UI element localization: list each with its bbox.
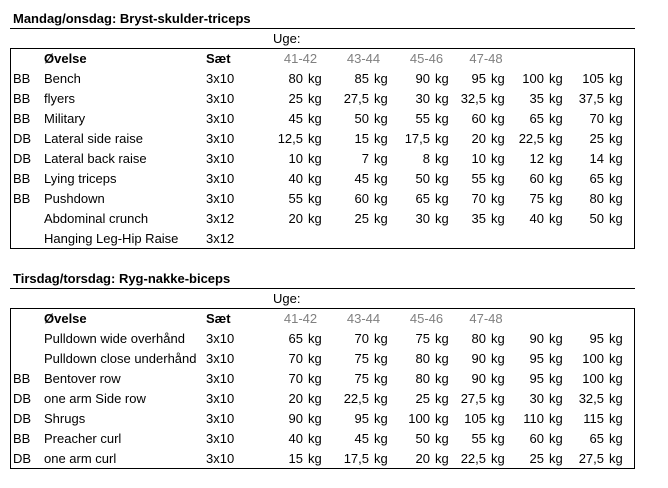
sets-cell[interactable]: 3x10 (204, 189, 271, 209)
weight-unit-cell: kg (488, 149, 516, 169)
weight-unit-cell (371, 229, 397, 249)
sets-cell[interactable]: 3x12 (204, 229, 271, 249)
weight-value-cell[interactable]: 32,5 (457, 89, 488, 109)
weight-unit-cell: kg (488, 89, 516, 109)
weight-unit-cell: kg (606, 369, 635, 389)
equipment-cell[interactable] (11, 329, 42, 349)
weight-unit-cell: kg (432, 209, 457, 229)
section-title: Mandag/onsdag: Bryst-skulder-triceps (11, 9, 635, 29)
weight-value-cell[interactable]: 17,5 (397, 129, 432, 149)
weight-value-cell[interactable]: 75 (331, 349, 371, 369)
weight-value-cell[interactable]: 105 (573, 69, 606, 89)
weight-value-cell[interactable]: 12,5 (271, 129, 305, 149)
weight-value-cell[interactable]: 85 (331, 69, 371, 89)
sets-cell[interactable]: 3x10 (204, 149, 271, 169)
equipment-cell[interactable]: DB (11, 129, 42, 149)
weight-unit-cell: kg (371, 389, 397, 409)
weight-value-cell[interactable]: 25 (397, 389, 432, 409)
weight-unit-cell: kg (305, 109, 331, 129)
weight-unit-cell: kg (606, 129, 635, 149)
weight-value-cell[interactable]: 55 (397, 109, 432, 129)
exercise-name-cell[interactable]: Bench (42, 69, 204, 89)
weight-unit-cell: kg (305, 409, 331, 429)
equipment-cell[interactable]: DB (11, 449, 42, 469)
weight-unit-cell: kg (546, 149, 573, 169)
weight-value-cell[interactable]: 95 (516, 349, 546, 369)
weight-unit-cell: kg (371, 369, 397, 389)
table-row (11, 169, 635, 189)
week-header: 43-44 (331, 49, 397, 69)
weight-unit-cell: kg (488, 409, 516, 429)
table-row (11, 149, 635, 169)
weight-value-cell[interactable]: 65 (271, 329, 305, 349)
section-table (10, 268, 635, 469)
weight-value-cell[interactable]: 110 (516, 409, 546, 429)
table-row (11, 89, 635, 109)
weight-unit-cell: kg (432, 129, 457, 149)
week-header: 41-42 (271, 49, 331, 69)
weight-value-cell[interactable]: 80 (573, 189, 606, 209)
equipment-cell[interactable]: BB (11, 189, 42, 209)
weight-value-cell[interactable]: 20 (397, 449, 432, 469)
weight-value-cell[interactable]: 20 (271, 389, 305, 409)
weight-value-cell[interactable]: 22,5 (516, 129, 546, 149)
weight-value-cell[interactable]: 75 (397, 329, 432, 349)
weight-value-cell[interactable]: 25 (516, 449, 546, 469)
exercise-name-cell[interactable]: Hanging Leg-Hip Raise (42, 229, 204, 249)
weight-value-cell[interactable]: 65 (397, 189, 432, 209)
weight-unit-cell: kg (371, 189, 397, 209)
exercise-name-cell[interactable]: Lateral side raise (42, 129, 204, 149)
weight-unit-cell: kg (546, 129, 573, 149)
weight-unit-cell: kg (432, 329, 457, 349)
weight-value-cell[interactable]: 14 (573, 149, 606, 169)
week-header: 45-46 (397, 49, 457, 69)
weight-unit-cell: kg (371, 129, 397, 149)
weight-value-cell[interactable]: 45 (271, 109, 305, 129)
weight-value-cell[interactable]: 80 (457, 329, 488, 349)
weight-unit-cell: kg (371, 149, 397, 169)
weight-value-cell[interactable]: 55 (457, 169, 488, 189)
weight-unit-cell (606, 229, 635, 249)
sets-cell[interactable]: 3x10 (204, 89, 271, 109)
weight-unit-cell: kg (305, 89, 331, 109)
sets-cell[interactable]: 3x10 (204, 429, 271, 449)
weight-unit-cell: kg (432, 69, 457, 89)
weight-value-cell[interactable]: 100 (573, 369, 606, 389)
weight-value-cell[interactable]: 45 (331, 429, 371, 449)
weight-value-cell[interactable] (331, 229, 371, 249)
weight-value-cell[interactable]: 10 (271, 149, 305, 169)
equipment-cell[interactable]: BB (11, 169, 42, 189)
weight-value-cell[interactable]: 100 (397, 409, 432, 429)
weight-value-cell[interactable] (516, 229, 546, 249)
weight-unit-cell: kg (546, 209, 573, 229)
weight-unit-cell: kg (305, 189, 331, 209)
exercise-name-cell[interactable]: flyers (42, 89, 204, 109)
weight-value-cell[interactable]: 90 (457, 349, 488, 369)
weight-value-cell[interactable]: 75 (331, 369, 371, 389)
weight-value-cell[interactable]: 25 (331, 209, 371, 229)
column-header-exercise: Øvelse (42, 309, 204, 329)
sets-cell[interactable]: 3x10 (204, 329, 271, 349)
weight-unit-cell: kg (305, 149, 331, 169)
weight-value-cell[interactable]: 15 (271, 449, 305, 469)
weight-value-cell[interactable]: 25 (271, 89, 305, 109)
section-title: Tirsdag/torsdag: Ryg-nakke-biceps (11, 269, 635, 289)
week-header: 41-42 (271, 309, 331, 329)
weight-value-cell[interactable]: 115 (573, 409, 606, 429)
weight-value-cell[interactable]: 30 (516, 389, 546, 409)
table-row (11, 409, 635, 429)
weight-value-cell[interactable]: 95 (516, 369, 546, 389)
weight-unit-cell: kg (371, 69, 397, 89)
weight-value-cell[interactable]: 50 (573, 209, 606, 229)
sets-cell[interactable]: 3x10 (204, 389, 271, 409)
exercise-name-cell[interactable]: Military (42, 109, 204, 129)
weight-value-cell[interactable] (573, 229, 606, 249)
week-header (516, 309, 573, 329)
weight-unit-cell: kg (546, 169, 573, 189)
weight-unit-cell: kg (606, 349, 635, 369)
weight-value-cell[interactable] (457, 229, 488, 249)
weight-unit-cell: kg (371, 329, 397, 349)
weight-value-cell[interactable]: 50 (397, 429, 432, 449)
exercise-name-cell[interactable]: one arm curl (42, 449, 204, 469)
weight-value-cell[interactable]: 25 (573, 129, 606, 149)
table-row (11, 129, 635, 149)
table-row (11, 229, 635, 249)
equipment-cell[interactable] (11, 209, 42, 229)
sets-cell[interactable]: 3x10 (204, 109, 271, 129)
weight-value-cell[interactable]: 55 (457, 429, 488, 449)
weight-unit-cell: kg (488, 209, 516, 229)
weight-value-cell[interactable]: 40 (271, 429, 305, 449)
sets-cell[interactable]: 3x10 (204, 369, 271, 389)
weight-unit-cell: kg (546, 69, 573, 89)
weight-unit-cell: kg (546, 429, 573, 449)
weight-unit-cell: kg (606, 429, 635, 449)
weight-unit-cell: kg (488, 189, 516, 209)
weight-value-cell[interactable]: 50 (331, 109, 371, 129)
week-header: 43-44 (331, 309, 397, 329)
sets-cell[interactable]: 3x10 (204, 169, 271, 189)
weight-unit-cell: kg (305, 429, 331, 449)
weight-value-cell[interactable]: 80 (397, 349, 432, 369)
weight-value-cell[interactable]: 80 (397, 369, 432, 389)
equipment-cell[interactable]: BB (11, 69, 42, 89)
weight-unit-cell: kg (432, 449, 457, 469)
weight-value-cell[interactable]: 22,5 (331, 389, 371, 409)
weight-value-cell[interactable]: 70 (271, 349, 305, 369)
weight-unit-cell: kg (606, 209, 635, 229)
weight-value-cell[interactable]: 10 (457, 149, 488, 169)
weight-value-cell[interactable]: 35 (457, 209, 488, 229)
weight-value-cell[interactable]: 17,5 (331, 449, 371, 469)
weight-value-cell[interactable]: 40 (516, 209, 546, 229)
week-header: 47-48 (457, 309, 516, 329)
weight-value-cell[interactable]: 27,5 (331, 89, 371, 109)
equipment-cell[interactable]: BB (11, 429, 42, 449)
weight-unit-cell (488, 229, 516, 249)
weight-unit-cell: kg (606, 89, 635, 109)
weight-unit-cell: kg (546, 449, 573, 469)
weight-unit-cell: kg (488, 329, 516, 349)
weight-unit-cell: kg (305, 69, 331, 89)
exercise-name-cell[interactable]: Pulldown close underhånd (42, 349, 204, 369)
section-table (10, 8, 635, 249)
weight-value-cell[interactable]: 100 (516, 69, 546, 89)
table-row (11, 369, 635, 389)
weight-unit-cell: kg (432, 189, 457, 209)
week-label: Uge: (271, 289, 635, 309)
weight-value-cell[interactable] (397, 229, 432, 249)
table-row (11, 349, 635, 369)
equipment-cell[interactable]: BB (11, 89, 42, 109)
table-row (11, 109, 635, 129)
exercise-name-cell[interactable]: Preacher curl (42, 429, 204, 449)
weight-unit-cell: kg (432, 429, 457, 449)
weight-unit-cell: kg (546, 369, 573, 389)
sets-cell[interactable]: 3x12 (204, 209, 271, 229)
sets-cell[interactable]: 3x10 (204, 69, 271, 89)
week-header: 47-48 (457, 49, 516, 69)
weight-value-cell[interactable]: 100 (573, 349, 606, 369)
weight-unit-cell: kg (546, 89, 573, 109)
weight-value-cell[interactable]: 90 (397, 69, 432, 89)
table-row (11, 429, 635, 449)
weight-unit-cell: kg (488, 389, 516, 409)
exercise-name-cell[interactable]: Shrugs (42, 409, 204, 429)
weight-value-cell[interactable]: 40 (271, 169, 305, 189)
weight-value-cell[interactable]: 30 (397, 89, 432, 109)
weight-value-cell[interactable]: 70 (573, 109, 606, 129)
weight-value-cell[interactable] (271, 229, 305, 249)
weight-unit-cell: kg (305, 449, 331, 469)
weight-unit-cell: kg (488, 109, 516, 129)
weight-unit-cell: kg (546, 329, 573, 349)
exercise-name-cell[interactable]: Bentover row (42, 369, 204, 389)
weight-unit-cell: kg (606, 189, 635, 209)
weight-value-cell[interactable]: 90 (271, 409, 305, 429)
weight-value-cell[interactable]: 75 (516, 189, 546, 209)
weight-unit-cell: kg (371, 89, 397, 109)
week-label: Uge: (271, 29, 635, 49)
weight-unit-cell: kg (305, 209, 331, 229)
weight-value-cell[interactable]: 50 (397, 169, 432, 189)
weight-unit-cell: kg (305, 349, 331, 369)
column-header-sets: Sæt (204, 309, 271, 329)
weight-unit-cell: kg (488, 169, 516, 189)
exercise-name-cell[interactable]: one arm Side row (42, 389, 204, 409)
weight-value-cell[interactable]: 105 (457, 409, 488, 429)
weight-value-cell[interactable]: 90 (457, 369, 488, 389)
sets-cell[interactable]: 3x10 (204, 129, 271, 149)
equipment-cell[interactable]: BB (11, 109, 42, 129)
weight-value-cell[interactable]: 20 (271, 209, 305, 229)
equipment-cell[interactable] (11, 349, 42, 369)
weight-unit-cell: kg (371, 409, 397, 429)
weight-value-cell[interactable]: 55 (271, 189, 305, 209)
weight-unit-cell: kg (606, 389, 635, 409)
weight-unit-cell: kg (546, 109, 573, 129)
column-header-exercise: Øvelse (42, 49, 204, 69)
weight-unit-cell: kg (606, 449, 635, 469)
weight-value-cell[interactable]: 65 (573, 169, 606, 189)
weight-value-cell[interactable]: 60 (331, 189, 371, 209)
weight-value-cell[interactable]: 80 (271, 69, 305, 89)
table-row (11, 209, 635, 229)
weight-value-cell[interactable]: 60 (457, 109, 488, 129)
weight-value-cell[interactable]: 27,5 (573, 449, 606, 469)
weight-unit-cell: kg (488, 349, 516, 369)
exercise-name-cell[interactable]: Lateral back raise (42, 149, 204, 169)
weight-value-cell[interactable]: 65 (516, 109, 546, 129)
weight-unit-cell: kg (488, 429, 516, 449)
weight-value-cell[interactable]: 95 (457, 69, 488, 89)
table-row (11, 389, 635, 409)
weight-value-cell[interactable]: 60 (516, 169, 546, 189)
weight-unit-cell: kg (606, 109, 635, 129)
weight-unit-cell: kg (371, 429, 397, 449)
sets-cell[interactable]: 3x10 (204, 409, 271, 429)
exercise-name-cell[interactable]: Abdominal crunch (42, 209, 204, 229)
table-row (11, 189, 635, 209)
weight-unit-cell: kg (371, 169, 397, 189)
table-row (11, 69, 635, 89)
equipment-cell[interactable]: BB (11, 369, 42, 389)
weight-unit-cell: kg (432, 409, 457, 429)
weight-value-cell[interactable]: 70 (271, 369, 305, 389)
weight-unit-cell (546, 229, 573, 249)
weight-unit-cell: kg (606, 169, 635, 189)
exercise-name-cell[interactable]: Lying triceps (42, 169, 204, 189)
weight-value-cell[interactable]: 60 (516, 429, 546, 449)
sets-cell[interactable]: 3x10 (204, 449, 271, 469)
week-header (573, 309, 635, 329)
weight-unit-cell: kg (305, 169, 331, 189)
weight-unit-cell: kg (546, 189, 573, 209)
weight-unit-cell: kg (432, 369, 457, 389)
weight-unit-cell: kg (432, 89, 457, 109)
weight-unit-cell (432, 229, 457, 249)
equipment-cell[interactable] (11, 229, 42, 249)
weight-unit-cell: kg (371, 449, 397, 469)
equipment-cell[interactable]: DB (11, 149, 42, 169)
weight-unit-cell: kg (371, 349, 397, 369)
weight-unit-cell: kg (432, 149, 457, 169)
exercise-name-cell[interactable]: Pulldown wide overhånd (42, 329, 204, 349)
weight-value-cell[interactable]: 70 (331, 329, 371, 349)
weight-unit-cell: kg (606, 69, 635, 89)
weight-unit-cell: kg (432, 109, 457, 129)
weight-unit-cell (305, 229, 331, 249)
equipment-cell[interactable]: DB (11, 409, 42, 429)
weight-value-cell[interactable]: 95 (331, 409, 371, 429)
weight-unit-cell: kg (546, 349, 573, 369)
weight-value-cell[interactable]: 95 (573, 329, 606, 349)
weight-unit-cell: kg (371, 209, 397, 229)
weight-value-cell[interactable]: 12 (516, 149, 546, 169)
weight-value-cell[interactable]: 27,5 (457, 389, 488, 409)
equipment-cell[interactable]: DB (11, 389, 42, 409)
weight-value-cell[interactable]: 90 (516, 329, 546, 349)
weight-unit-cell: kg (432, 169, 457, 189)
weight-unit-cell: kg (488, 69, 516, 89)
weight-unit-cell: kg (305, 389, 331, 409)
weight-value-cell[interactable]: 65 (573, 429, 606, 449)
weight-value-cell[interactable]: 8 (397, 149, 432, 169)
table-row (11, 449, 635, 469)
week-header: 45-46 (397, 309, 457, 329)
weight-unit-cell: kg (488, 129, 516, 149)
weight-value-cell[interactable]: 45 (331, 169, 371, 189)
weight-unit-cell: kg (371, 109, 397, 129)
weight-unit-cell: kg (305, 369, 331, 389)
week-header (516, 49, 573, 69)
weight-unit-cell: kg (305, 129, 331, 149)
weight-value-cell[interactable]: 37,5 (573, 89, 606, 109)
weight-value-cell[interactable]: 15 (331, 129, 371, 149)
weight-unit-cell: kg (488, 449, 516, 469)
exercise-name-cell[interactable]: Pushdown (42, 189, 204, 209)
weight-unit-cell: kg (432, 389, 457, 409)
weight-value-cell[interactable]: 70 (457, 189, 488, 209)
weight-value-cell[interactable]: 30 (397, 209, 432, 229)
weight-value-cell[interactable]: 32,5 (573, 389, 606, 409)
weight-unit-cell: kg (432, 349, 457, 369)
weight-unit-cell: kg (606, 409, 635, 429)
weight-unit-cell: kg (546, 389, 573, 409)
weight-value-cell[interactable]: 22,5 (457, 449, 488, 469)
weight-unit-cell: kg (606, 149, 635, 169)
weight-value-cell[interactable]: 7 (331, 149, 371, 169)
weight-unit-cell: kg (546, 409, 573, 429)
weight-unit-cell: kg (606, 329, 635, 349)
table-row (11, 329, 635, 349)
weight-unit-cell: kg (488, 369, 516, 389)
weight-value-cell[interactable]: 20 (457, 129, 488, 149)
weight-unit-cell: kg (305, 329, 331, 349)
column-header-sets: Sæt (204, 49, 271, 69)
sets-cell[interactable]: 3x10 (204, 349, 271, 369)
weight-value-cell[interactable]: 35 (516, 89, 546, 109)
week-header (573, 49, 635, 69)
